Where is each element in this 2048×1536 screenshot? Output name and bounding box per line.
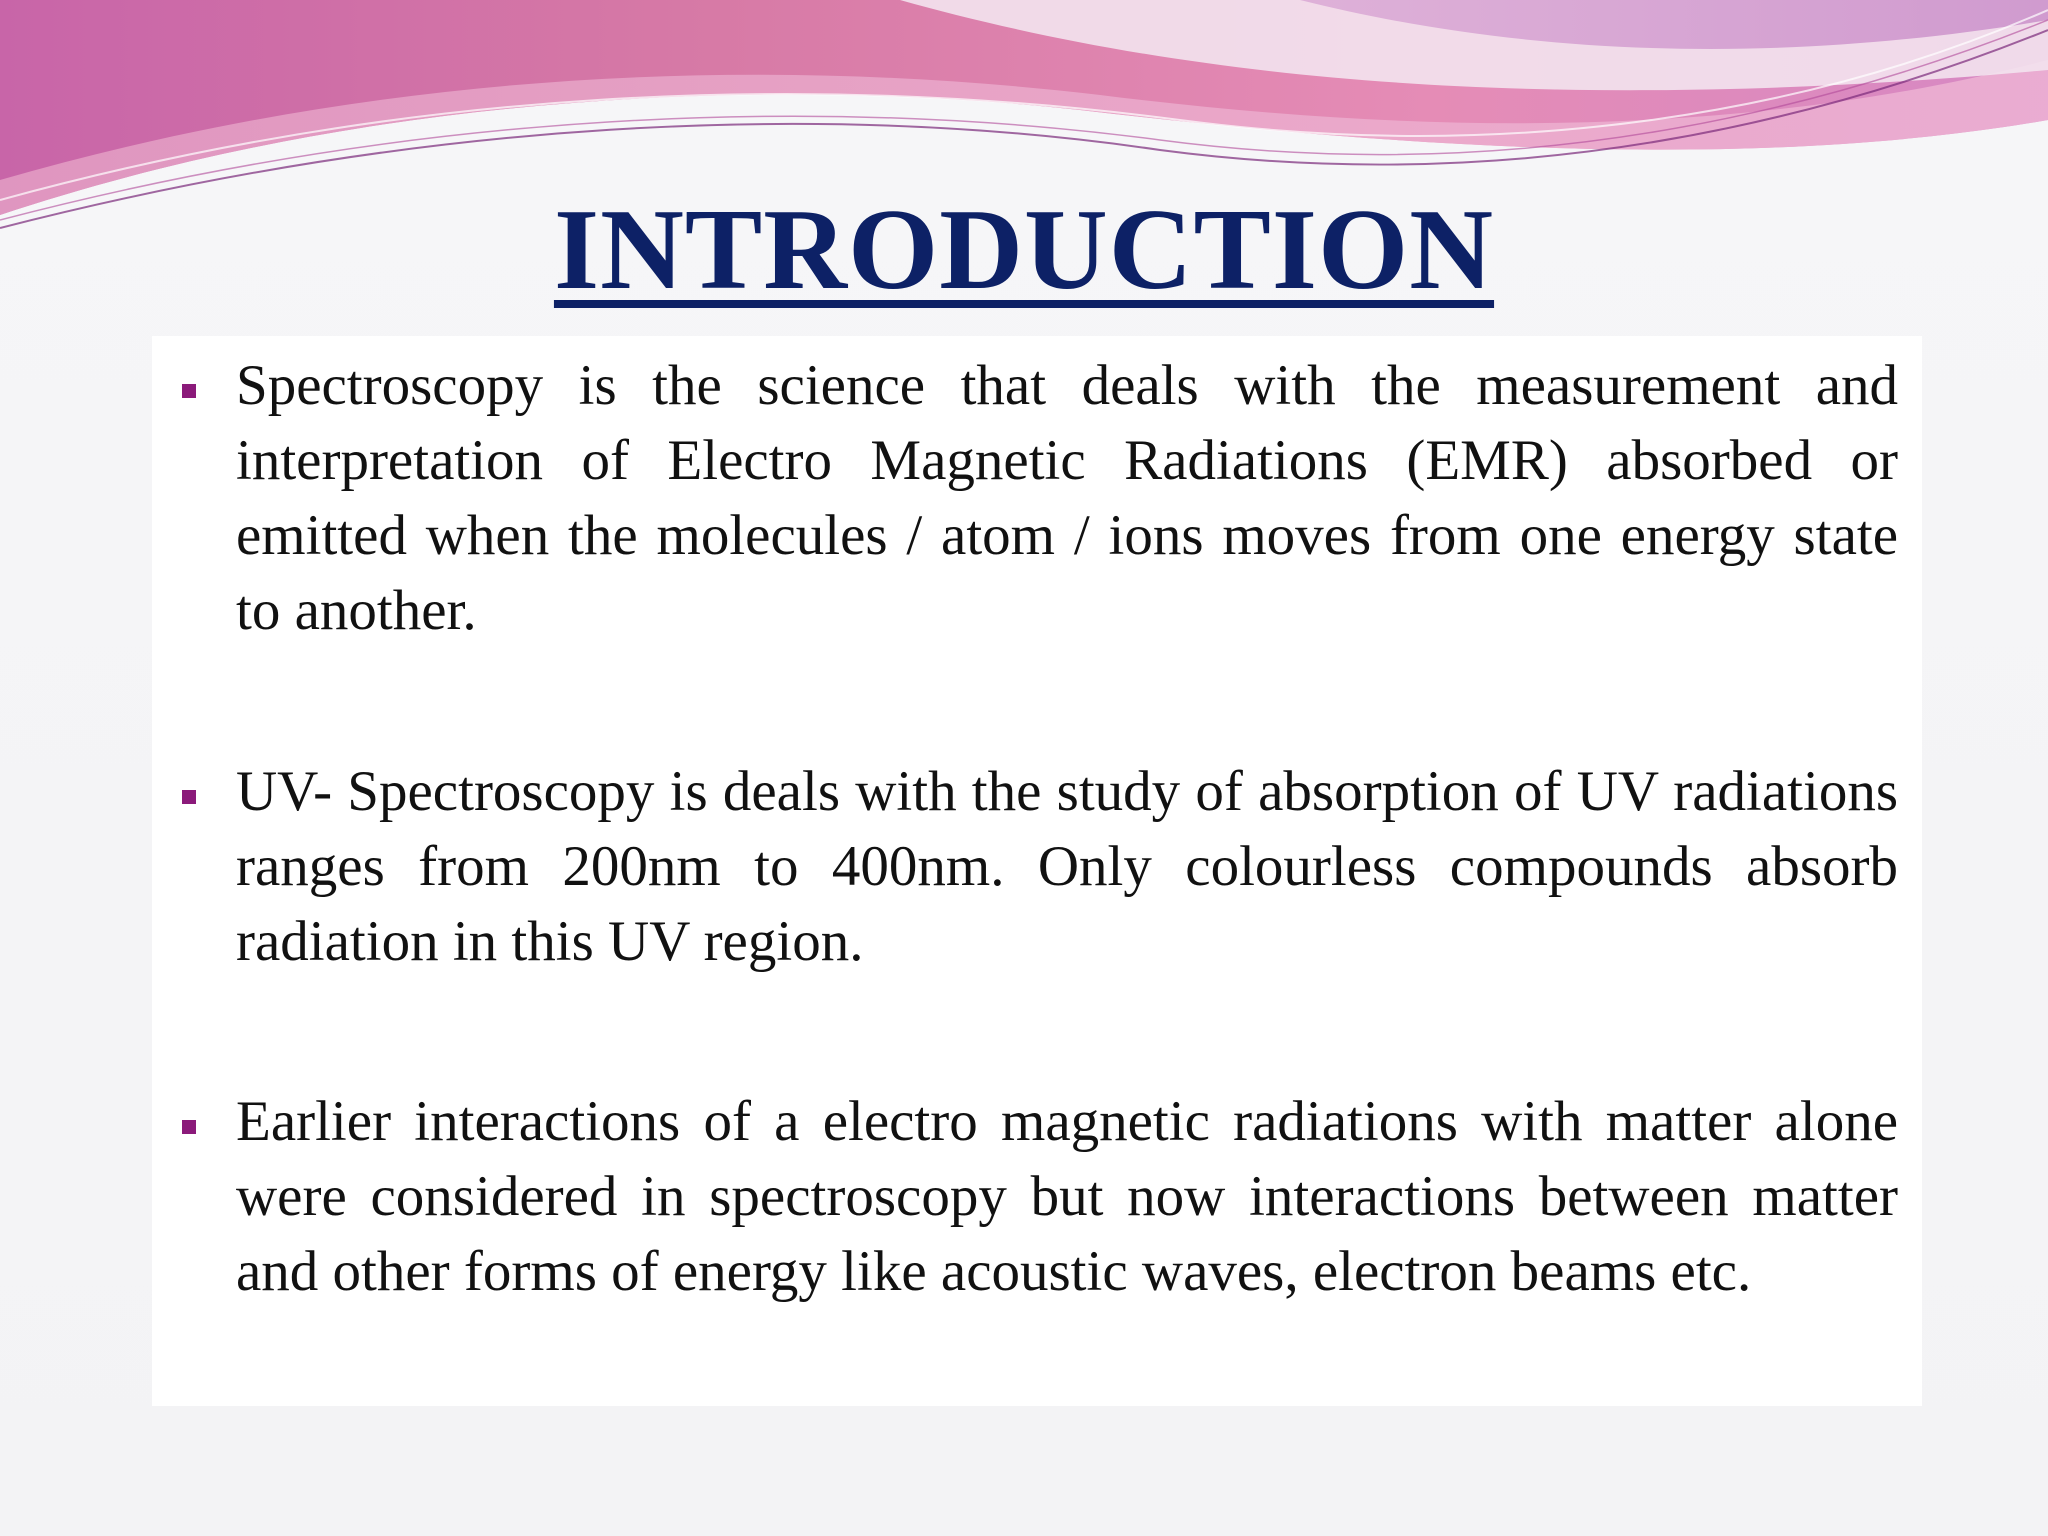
slide-title-text: INTRODUCTION — [553, 186, 1495, 314]
slide-title — [0, 180, 2048, 320]
bullet-text: UV- Spectroscopy is deals with the study of absorption of UV radiations ranges from 200nm to 400nm. Only colourless compounds absorb radiation in this UV region. — [236, 760, 1898, 973]
bullet-text: Earlier interactions of a electro magnetic radiations with matter alone were considered in spectroscopy but now interactions between matter and other forms of energy like acoustic waves, electron beams etc. — [236, 1090, 1898, 1303]
square-bullet-icon — [182, 1120, 196, 1134]
content-panel — [152, 336, 1922, 1406]
square-bullet-icon — [182, 384, 196, 398]
bullet-text: Spectroscopy is the science that deals with the measurement and interpretation of Electro Magnetic Radiations (EMR) absorbed or emitted when the molecules / atom / ions moves from one energy state to another. — [236, 354, 1898, 642]
square-bullet-icon — [182, 790, 196, 804]
